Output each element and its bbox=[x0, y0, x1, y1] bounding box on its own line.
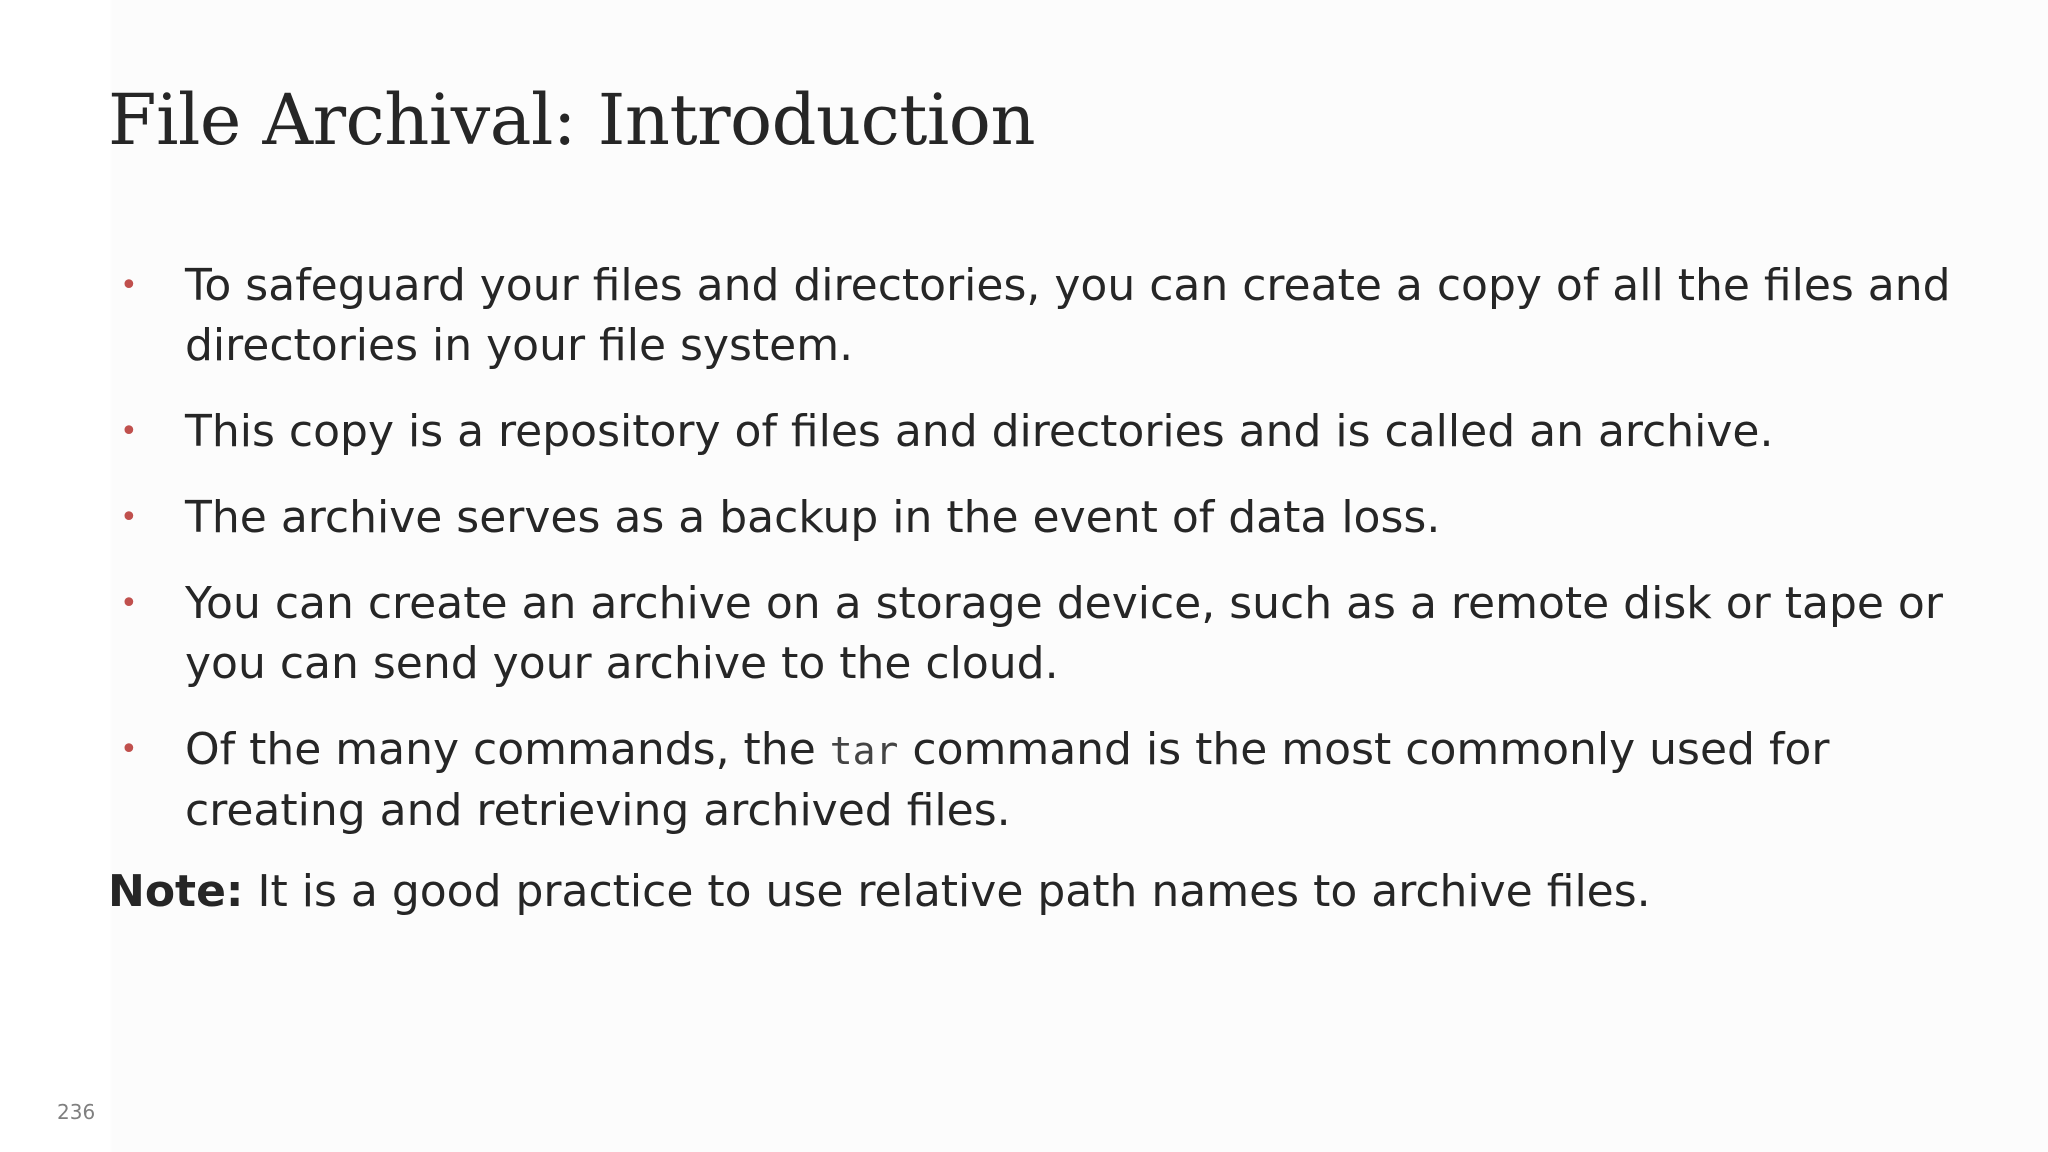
note-text: It is a good practice to use relative path names to archive files. bbox=[243, 866, 1651, 917]
slide-title: File Archival: Introduction bbox=[108, 79, 1036, 161]
bullet-text-before: Of the many commands, the bbox=[185, 724, 830, 775]
bullet-text: To safeguard your files and directories, you can create a copy of all the files and directories in your file system. bbox=[185, 260, 1951, 371]
bullet-text-after: command is the most commonly used for creating and retrieving archived files. bbox=[185, 724, 1830, 836]
page-number: 236 bbox=[57, 1100, 96, 1124]
bullet-dot-icon: • bbox=[120, 414, 138, 449]
bullet-text: The archive serves as a backup in the event of data loss. bbox=[185, 492, 1441, 543]
note-label: Note: bbox=[108, 866, 244, 917]
bullet-dot-icon: • bbox=[120, 732, 138, 767]
bullet-dot-icon: • bbox=[120, 586, 138, 621]
bullet-item bbox=[108, 256, 1968, 376]
bullet-item bbox=[108, 488, 1968, 548]
bullet-item bbox=[108, 574, 1968, 694]
tar-command-code: tar bbox=[829, 729, 899, 773]
bullet-text: This copy is a repository of files and directories and is called an archive. bbox=[185, 406, 1774, 457]
bullet-dot-icon: • bbox=[120, 500, 138, 535]
bullet-list bbox=[108, 256, 1968, 867]
bullet-text: You can create an archive on a storage device, such as a remote disk or tape or you can send your archive to the cloud. bbox=[185, 578, 1943, 689]
bullet-item bbox=[108, 402, 1968, 462]
bullet-item bbox=[108, 720, 1968, 841]
bullet-dot-icon: • bbox=[120, 268, 138, 303]
note bbox=[108, 862, 1651, 922]
